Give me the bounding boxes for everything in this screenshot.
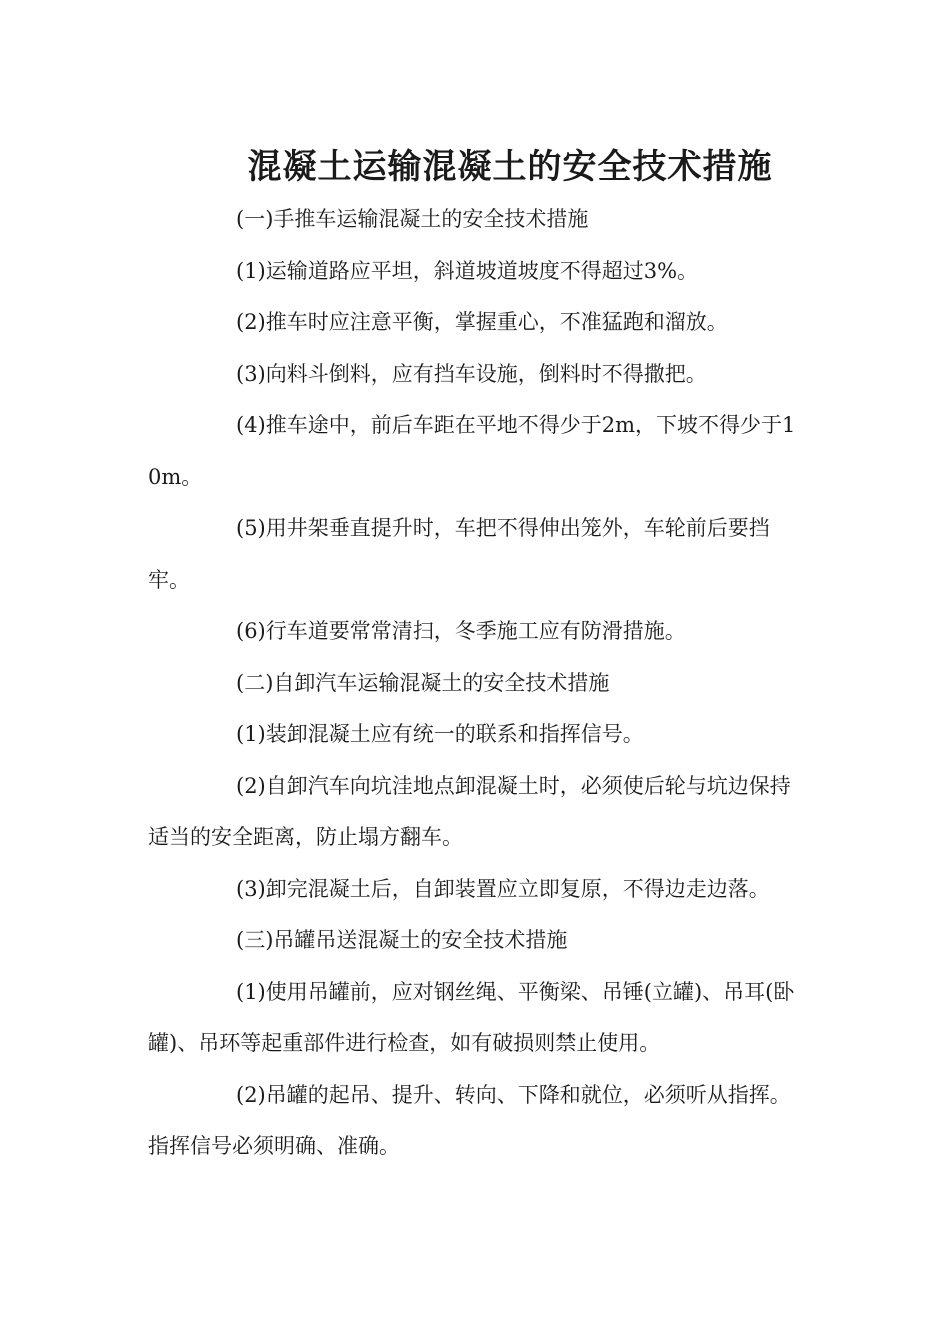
paragraph: (3)向料斗倒料，应有挡车设施，倒料时不得撒把。 xyxy=(236,361,707,386)
paragraph: (1)装卸混凝土应有统一的联系和指挥信号。 xyxy=(236,722,644,746)
paragraph-section-3-heading: (三)吊罐吊送混凝土的安全技术措施 xyxy=(236,928,568,952)
paragraph: (4)推车途中，前后车距在平地不得少于2m，下坡不得少于10m。 xyxy=(148,413,796,489)
paragraph: (1)使用吊罐前，应对钢丝绳、平衡梁、吊锤(立罐)、吊耳(卧罐)、吊环等起重部件进行检查，如有破损则禁止使用。 xyxy=(148,979,795,1055)
paragraph-section-1-heading: (一)手推车运输混凝土的安全技术措施 xyxy=(236,207,589,231)
paragraph: (3)卸完混凝土后，自卸装置应立即复原，不得边走边落。 xyxy=(236,876,770,901)
document-body xyxy=(148,194,808,1173)
paragraph: (5)用井架垂直提升时，车把不得伸出笼外，车轮前后要挡牢。 xyxy=(148,516,770,592)
document-title: 混凝土运输混凝土的安全技术措施 xyxy=(247,146,773,187)
paragraph: (6)行车道要常常清扫，冬季施工应有防滑措施。 xyxy=(236,619,686,643)
paragraph-section-2-heading: (二)自卸汽车运输混凝土的安全技术措施 xyxy=(236,670,610,695)
paragraph: (2)推车时应注意平衡，掌握重心，不准猛跑和溜放。 xyxy=(236,310,728,334)
paragraph: (2)自卸汽车向坑洼地点卸混凝土时，必须使后轮与坑边保持适当的安全距离，防止塌方翻车。 xyxy=(148,773,791,849)
paragraph: (2)吊罐的起吊、提升、转向、下降和就位，必须听从指挥。指挥信号必须明确、准确。 xyxy=(148,1082,791,1158)
paragraph: (1)运输道路应平坦，斜道坡道坡度不得超过3%。 xyxy=(236,258,699,283)
